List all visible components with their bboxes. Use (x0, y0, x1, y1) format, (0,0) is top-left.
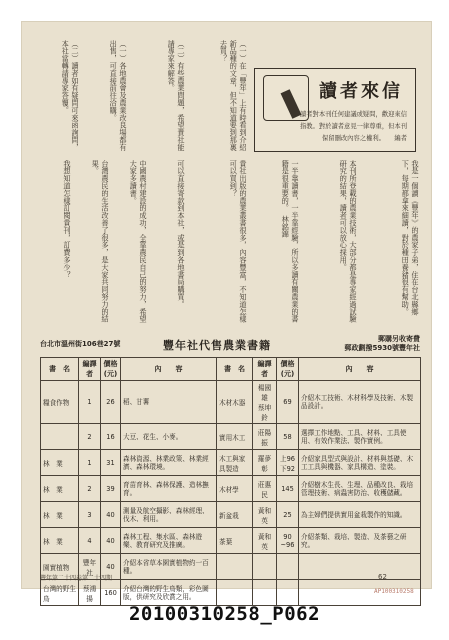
table-header-row (41, 358, 421, 381)
book-content: 森林工程、集水區、森林遊樂、教育研究及推廣。 (121, 528, 217, 554)
book-price: 69 (277, 381, 299, 424)
table-row (41, 502, 421, 528)
book-name: 台灣的野生鳥 (41, 580, 79, 606)
image-caption: 20100310258_P062 (128, 603, 321, 625)
book-price: 上96 下92 (277, 450, 299, 476)
book-author: 莊陽振 (253, 424, 277, 450)
table-row (41, 580, 421, 606)
book-name (41, 424, 79, 450)
book-content: 介紹本省草本園實植物約一百種。 (121, 554, 217, 580)
book-price: 90 ~96 (277, 528, 299, 554)
book-author: 楊國雄 蔡坤鈴 (253, 381, 277, 424)
text-column: 一半靠讀書，一半靠經驗，所以多讀有關農業的書籍是很重要的。 林銘錦 (281, 160, 300, 323)
book-content: 大豆、花生、小麥。 (121, 424, 217, 450)
header-name: 書 名 (41, 358, 79, 381)
book-content: 介紹茶類、栽培、製造、及茶藝之研究。 (299, 528, 421, 554)
book-name: 林 業 (41, 476, 79, 502)
book-name (217, 554, 253, 580)
book-name: 實用木工 (217, 424, 253, 450)
book-price: 25 (277, 502, 299, 528)
text-column: （一）各地農會及農業改良場都有出售，可直接前往洽購。 (109, 40, 128, 151)
book-author: 莊惠民 (253, 476, 277, 502)
header-name: 書 名 (217, 358, 253, 381)
book-name: 茶葉 (217, 528, 253, 554)
book-author: 黃和英 (253, 528, 277, 554)
header-price: 價格(元) (277, 358, 299, 381)
table-row (41, 450, 421, 476)
text-column: 可以直接寄款到本社，或是到各地書局購買。 (177, 160, 186, 308)
book-content: 森林資源、林業政策、林業經濟、森林環境。 (121, 450, 217, 476)
letters-header (254, 68, 416, 152)
book-author (253, 554, 277, 580)
book-content: 育苗育林、森林保護、造林撫育。 (121, 476, 217, 502)
table-row (41, 476, 421, 502)
book-price: 39 (101, 476, 121, 502)
book-author: 4 (79, 528, 101, 554)
book-name: 木材木器 (217, 381, 253, 424)
letters-subtitle-3: 保留刪改內容之權利。 編者 (321, 135, 407, 142)
book-name: 木材學 (217, 476, 253, 502)
text-column: （二）有些農業問題，希望貴社能請專家來解答。 (167, 40, 186, 151)
book-price: 16 (101, 424, 121, 450)
postal-line-2: 郵政劃撥5930號豐年社 (344, 344, 420, 352)
book-price: 40 (101, 502, 121, 528)
header-author: 編譯者 (79, 358, 101, 381)
text-column: 我想知道怎樣訂閱貴刊，訂費多少？ (63, 160, 72, 279)
book-content (299, 554, 421, 580)
book-price: 145 (277, 476, 299, 502)
book-author: 1 (79, 381, 101, 424)
book-name: 糧食作物 (41, 381, 79, 424)
book-content: 測量及航空攝影、森林經理、伐木、利用。 (121, 502, 217, 528)
text-column: 我是一個讀《豐年》的農家子弟，住在台北縣鄉下，每期都拿來細讀，對於種田養豬很有幫助。 (401, 160, 420, 316)
book-author: 蔡鴻揚 (79, 580, 101, 606)
footer-issue: 豐年第二十四卷第二十四期 (40, 575, 113, 582)
table-row (41, 528, 421, 554)
header-author: 編譯者 (253, 358, 277, 381)
book-price: 31 (101, 450, 121, 476)
text-column: 貴社出版的農業叢書很多，內容豐富，不知道怎樣可以買到？ (229, 160, 248, 323)
book-author: 2 (79, 476, 101, 502)
postal-info (345, 335, 420, 353)
book-name: 林 業 (41, 502, 79, 528)
book-name: 園實植物 (41, 554, 79, 580)
text-column: 本刊所登載的農業技術，大部分都是專家經過試驗研究的結果，讀者可以放心採用。 (339, 160, 358, 323)
book-price (277, 580, 299, 606)
book-content: 介紹木工技術、木材科學及技術、木製品設計。 (299, 381, 421, 424)
publisher-address: 台北市溫州街106巷27號 (40, 340, 121, 348)
book-content: 介紹台灣的野生鳥類，彩色圖版，供研究及欣賞之用。 (121, 580, 217, 606)
letters-subtitle-2: 指教。對於讀者意見一律尊重，但本刊 (299, 123, 407, 130)
page-number: 62 (378, 573, 387, 581)
archive-stamp: AP100310258 (374, 588, 414, 595)
book-content: 介紹樹木生長、生理、品種改良、栽培管理技術、病蟲害防治、收穫儲藏。 (299, 476, 421, 502)
header-content: 內 容 (121, 358, 217, 381)
book-price: 40 (101, 554, 121, 580)
book-name: 林 業 (41, 450, 79, 476)
book-author: 黃和英 (253, 502, 277, 528)
book-content: 選擇工作地點、工具、材料、工具使用、有效作業法、製作實例。 (299, 424, 421, 450)
book-content: 為主婦們提供實用盆栽製作的知識。 (299, 502, 421, 528)
postal-line-1: 郵購另收寄費 (378, 335, 420, 343)
book-author: 2 (79, 424, 101, 450)
text-column: 中國農村建設的成功，全靠農民自己的努力，希望大家多讀書。 (129, 160, 148, 323)
text-column: （二）讀者如有疑問可來函詢問，本社當轉請專家答覆。 (61, 40, 80, 151)
book-author: 1 (79, 450, 101, 476)
book-author: 羅夢彰 (253, 450, 277, 476)
book-price: 160 (101, 580, 121, 606)
text-column: （一）在「豐年」上有時看到介紹新品種的文章，但不知道要到那裏去買？ (219, 40, 248, 151)
book-table-header (40, 335, 420, 357)
text-column: 台灣農民的生活改善了很多，是大家共同努力的結果。 (91, 160, 110, 323)
book-author (253, 580, 277, 606)
book-name: 木工與家具製造 (217, 450, 253, 476)
table-row (41, 381, 421, 424)
book-name: 新盆栽 (217, 502, 253, 528)
book-name (217, 580, 253, 606)
book-price: 58 (277, 424, 299, 450)
book-content: 介紹家具型式與設計、材料與基礎、木工工具與機器、家具構造、塗裝。 (299, 450, 421, 476)
book-price (277, 554, 299, 580)
letters-title: 讀者來信 (319, 81, 403, 102)
book-price: 40 (101, 528, 121, 554)
header-content: 內 容 (299, 358, 421, 381)
letters-subtitle-1: 讀者對本刊任何建議或疑問，歡迎來信 (299, 111, 407, 118)
table-row (41, 424, 421, 450)
book-author: 3 (79, 502, 101, 528)
book-author: 豐年社 (79, 554, 101, 580)
book-table-title: 豐年社代售農業書籍 (163, 339, 271, 352)
book-table (40, 357, 421, 606)
book-content: 稻、甘薯 (121, 381, 217, 424)
header-price: 價格(元) (101, 358, 121, 381)
book-price: 26 (101, 381, 121, 424)
book-name: 林 業 (41, 528, 79, 554)
